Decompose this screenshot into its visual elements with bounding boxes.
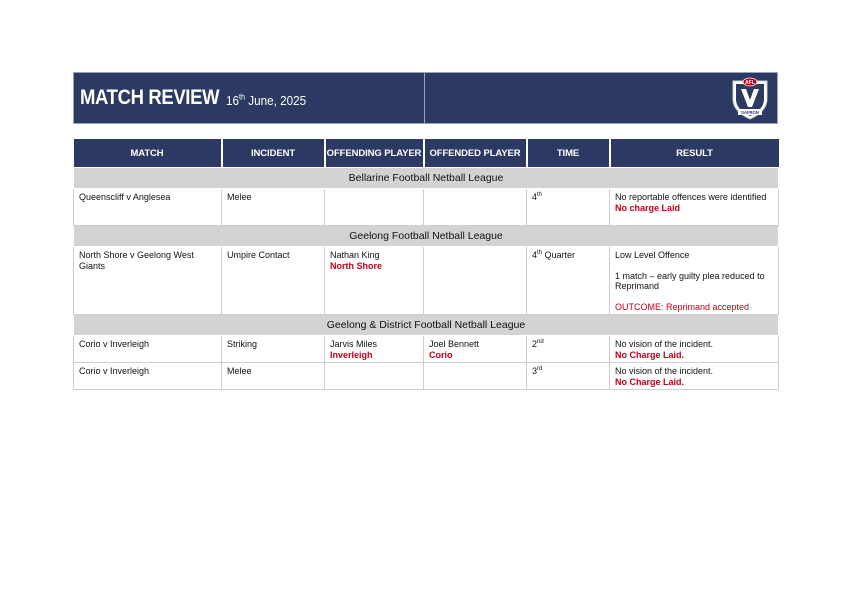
column-header-result: RESULT (610, 139, 779, 168)
table-header-row (74, 139, 779, 168)
column-header-incident: INCIDENT (222, 139, 325, 168)
league-name: Bellarine Football Netball League (74, 168, 779, 189)
result-cell (610, 336, 779, 363)
table-row (74, 247, 779, 315)
time-suffix: th (537, 192, 543, 198)
time-number: 4 (532, 250, 538, 260)
column-header-offending-player: OFFENDING PLAYER (325, 139, 424, 168)
incident-cell: Striking (222, 336, 325, 363)
table-row (74, 336, 779, 363)
column-header-offended-player: OFFENDED PLAYER (424, 139, 527, 168)
result-detail: 1 match – early guilty plea reduced to Reprimand (615, 270, 765, 291)
result-cell (610, 363, 779, 390)
logo-bottom-text: SAFRON (741, 110, 759, 115)
time-suffix: nd (537, 339, 544, 345)
match-cell: Corio v Inverleigh (74, 336, 222, 363)
table-row (74, 363, 779, 390)
time-cell (527, 336, 610, 363)
offended-player-cell (424, 247, 527, 315)
match-cell: North Shore v Geelong West Giants (74, 247, 222, 315)
league-name: Geelong & District Football Netball League (74, 315, 779, 336)
result-charge: No charge Laid (615, 202, 681, 213)
column-header-time: TIME (527, 139, 610, 168)
time-suffix: th (537, 250, 543, 256)
time-cell (527, 189, 610, 226)
result-charge: No Charge Laid. (615, 349, 685, 360)
offending-player-cell (325, 363, 424, 390)
match-cell: Queenscliff v Anglesea (74, 189, 222, 226)
offending-player-cell (325, 189, 424, 226)
logo-top-text: AFL (745, 80, 755, 86)
header-band (73, 72, 778, 124)
offended-player-cell (424, 363, 527, 390)
offending-player-club: North Shore (330, 260, 383, 271)
match-review-table (73, 139, 779, 390)
date-day: 16 (226, 92, 240, 108)
header-logo-area (425, 73, 777, 123)
time-suffix: rd (537, 366, 543, 372)
page-title: MATCH REVIEW (80, 86, 220, 109)
league-group-row (74, 226, 779, 247)
time-rest: Quarter (542, 250, 576, 260)
offending-player-cell (325, 247, 424, 315)
incident-cell: Melee (222, 189, 325, 226)
time-number: 2 (532, 339, 538, 349)
time-number: 4 (532, 192, 538, 202)
offended-player-cell (424, 336, 527, 363)
offending-player-name: Jarvis Miles (330, 339, 378, 349)
league-group-row (74, 168, 779, 189)
offended-player-cell (424, 189, 527, 226)
league-name: Geelong Football Netball League (74, 226, 779, 247)
result-charge: No Charge Laid. (615, 376, 685, 387)
offended-player-club: Corio (429, 349, 453, 360)
league-group-row (74, 315, 779, 336)
time-cell (527, 247, 610, 315)
result-cell (610, 189, 779, 226)
incident-cell: Melee (222, 363, 325, 390)
column-header-match: MATCH (74, 139, 222, 168)
result-cell (610, 247, 779, 315)
result-text: Low Level Offence (615, 250, 690, 260)
table-row (74, 189, 779, 226)
offending-player-cell (325, 336, 424, 363)
offending-player-club: Inverleigh (330, 349, 373, 360)
match-cell: Corio v Inverleigh (74, 363, 222, 390)
incident-cell: Umpire Contact (222, 247, 325, 315)
result-text: No vision of the incident. (615, 339, 714, 349)
offended-player-name: Joel Bennett (429, 339, 480, 349)
header-title-area (74, 73, 425, 123)
time-cell (527, 363, 610, 390)
report-date (226, 89, 306, 108)
offending-player-name: Nathan King (330, 250, 380, 260)
result-outcome: OUTCOME: Reprimand accepted (615, 301, 750, 312)
date-suffix: th (239, 92, 246, 102)
date-rest: June, 2025 (245, 92, 307, 108)
time-number: 3 (532, 366, 538, 376)
result-text: No vision of the incident. (615, 366, 714, 376)
result-text: No reportable offences were identified (615, 192, 767, 202)
afl-victoria-logo-icon (729, 75, 771, 121)
